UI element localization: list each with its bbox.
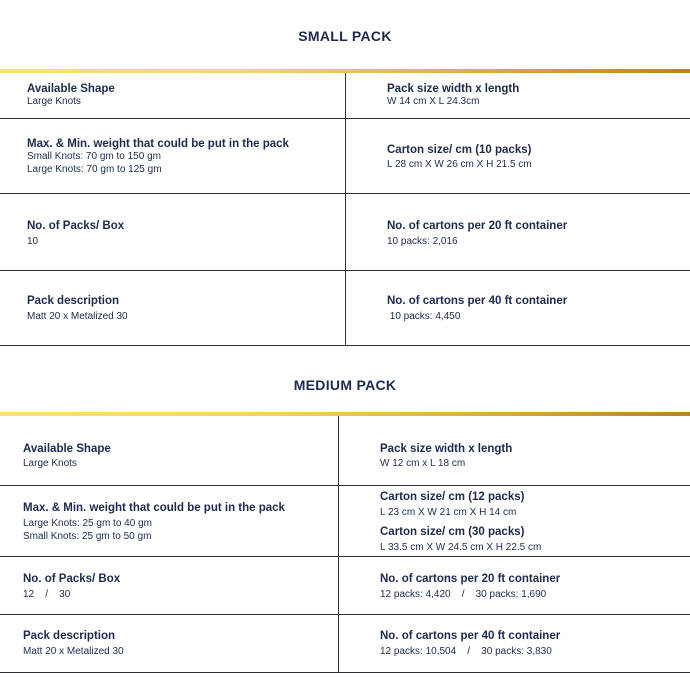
small-packs-per-box-cell <box>27 219 124 249</box>
small-pack-size-cell <box>387 82 519 109</box>
cell-label: Available Shape <box>23 443 111 455</box>
medium-carton-size-cell <box>380 490 541 554</box>
cell-label: Carton size/ cm (10 packs) <box>387 144 532 156</box>
cell-label: Max. & Min. weight that could be put in the pack <box>23 502 285 514</box>
small-carton-size-cell <box>387 143 532 172</box>
small-pack-description-cell <box>27 294 128 324</box>
cell-label: Available Shape <box>27 83 115 95</box>
small-pack-row-divider <box>0 193 690 194</box>
small-pack-bottom-border <box>0 345 690 346</box>
cell-value: 12 / 30 <box>23 589 71 600</box>
medium-pack-column-divider <box>338 416 339 673</box>
cell-label: No. of cartons per 40 ft container <box>387 295 568 307</box>
medium-pack-bottom-border <box>0 672 690 673</box>
cell-value: Large Knots <box>27 96 81 107</box>
small-pack-title: SMALL PACK <box>298 28 392 44</box>
small-available-shape-cell <box>27 82 115 109</box>
cell-value: 12 packs: 10,504 / 30 packs: 3,830 <box>380 646 552 657</box>
medium-pack-size-cell <box>380 442 512 471</box>
cell-value: Large Knots: 70 gm to 125 gm <box>27 163 162 175</box>
cell-value: Large Knots <box>23 458 77 469</box>
medium-pack-row-divider <box>0 485 690 486</box>
cell-label: Pack size width x length <box>380 443 513 455</box>
cell-value: 10 <box>27 236 39 247</box>
cell-label: No. of cartons per 20 ft container <box>387 220 568 232</box>
medium-pack-row-divider <box>0 614 690 615</box>
cell-value: Matt 20 x Metalized 30 <box>23 646 124 657</box>
cell-label: Pack description <box>23 630 116 642</box>
cell-value: Matt 20 x Metalized 30 <box>27 311 128 322</box>
cell-value: 10 packs: 4,450 <box>387 311 461 322</box>
small-pack-row-divider <box>0 270 690 271</box>
medium-weight-range-cell <box>23 501 285 543</box>
cell-label: Pack description <box>27 295 120 307</box>
cell-value: L 23 cm X W 21 cm X H 14 cm <box>380 507 517 518</box>
small-pack-row-divider <box>0 118 690 119</box>
medium-pack-gold-divider <box>0 412 690 416</box>
cell-label: No. of Packs/ Box <box>27 220 125 232</box>
cell-value: L 28 cm X W 26 cm X H 21.5 cm <box>387 159 532 170</box>
cell-value: L 33.5 cm X W 24.5 cm X H 22.5 cm <box>380 541 542 553</box>
medium-pack-description-cell <box>23 629 124 659</box>
cell-label: Carton size/ cm (30 packs) <box>380 525 525 538</box>
cell-value: Small Knots: 25 gm to 50 gm <box>23 530 152 542</box>
small-pack-column-divider <box>345 73 346 346</box>
cell-label: Carton size/ cm (12 packs) <box>380 491 525 503</box>
cell-label: Max. & Min. weight that could be put in the pack <box>27 138 289 150</box>
small-cartons-20ft-cell <box>387 219 567 249</box>
medium-pack-row-divider <box>0 556 690 557</box>
medium-packs-per-box-cell <box>23 572 120 602</box>
cell-value: W 14 cm X L 24.3cm <box>387 96 480 107</box>
small-cartons-40ft-cell <box>387 294 567 324</box>
medium-pack-title: MEDIUM PACK <box>293 377 397 393</box>
cell-label: No. of cartons per 20 ft container <box>380 573 561 585</box>
small-weight-range-cell <box>27 137 289 176</box>
medium-cartons-20ft-cell <box>380 572 560 602</box>
cell-value: 10 packs: 2,016 <box>387 236 458 247</box>
cell-label: No. of Packs/ Box <box>23 573 121 585</box>
cell-value: W 12 cm x L 18 cm <box>380 458 466 469</box>
cell-value: Small Knots: 70 gm to 150 gm <box>27 151 161 162</box>
cell-value: Large Knots: 25 gm to 40 gm <box>23 518 152 529</box>
medium-cartons-40ft-cell <box>380 629 560 659</box>
cell-value: 12 packs: 4,420 / 30 packs: 1,690 <box>380 589 547 600</box>
cell-label: No. of cartons per 40 ft container <box>380 630 561 642</box>
cell-label: Pack size width x length <box>387 83 520 95</box>
medium-available-shape-cell <box>23 442 111 471</box>
